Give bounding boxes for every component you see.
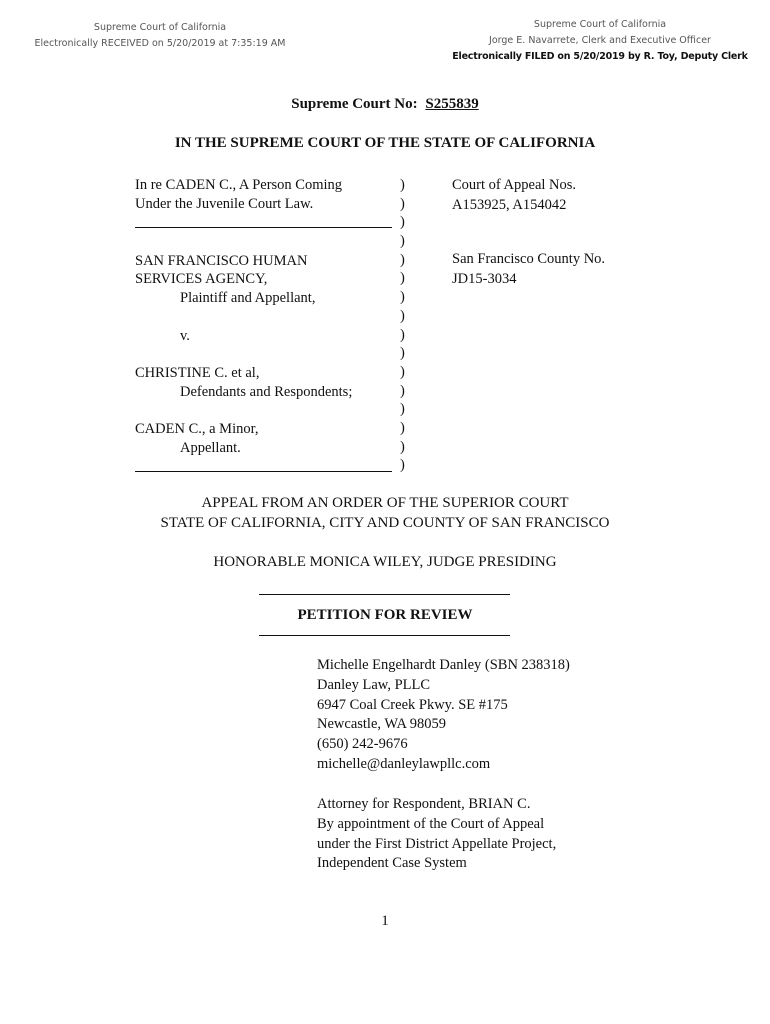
paren: ) [400, 251, 405, 268]
appeal-from-line-2: STATE OF CALIFORNIA, CITY AND COUNTY OF SAN FRANCISCO [160, 515, 610, 531]
attorney-phone: (650) 242-9676 [317, 736, 408, 753]
paren: ) [400, 401, 405, 418]
caption-divider-bottom [135, 457, 392, 472]
party1-line-2: SERVICES AGENCY, [135, 271, 268, 288]
case-number [0, 95, 770, 114]
case-number-label: Supreme Court No: [291, 96, 418, 112]
caption-parties [135, 176, 405, 477]
court-title: IN THE SUPREME COURT OF THE STATE OF CALIFORNIA [174, 135, 596, 151]
filed-stamp-court: Supreme Court of California [533, 19, 667, 30]
paren: ) [400, 233, 405, 250]
paren: ) [400, 457, 405, 474]
filed-stamp-date: Electronically FILED on 5/20/2019 by R. Toy, Deputy Clerk [452, 51, 748, 62]
received-stamp-court: Supreme Court of California [93, 22, 227, 33]
paren: ) [400, 289, 405, 306]
document-title: PETITION FOR REVIEW [297, 607, 473, 623]
page-number: 1 [381, 913, 389, 929]
appeal-numbers-label: Court of Appeal Nos. [452, 177, 577, 193]
caption-spacer-2 [135, 308, 405, 327]
appointment-line-1: By appointment of the Court of Appeal [317, 815, 545, 832]
paren: ) [400, 214, 405, 231]
case-number-value: S255839 [425, 96, 479, 112]
attorney-city: Newcastle, WA 98059 [317, 716, 446, 733]
party2-name: CHRISTINE C. et al, [135, 364, 260, 381]
paren: ) [400, 307, 405, 324]
paren: ) [400, 419, 405, 436]
attorney-firm: Danley Law, PLLC [317, 676, 431, 693]
versus: v. [180, 327, 190, 344]
party1-role: Plaintiff and Appellant, [180, 290, 316, 307]
title-rule-bottom [259, 635, 510, 636]
party3-role: Appellant. [180, 439, 241, 456]
paren: ) [400, 382, 405, 399]
paren: ) [400, 345, 405, 362]
caption-line-2: Under the Juvenile Court Law. [135, 195, 314, 212]
county-number-value: JD15-3034 [452, 270, 517, 287]
attorney-email: michelle@danleylawpllc.com [317, 755, 491, 772]
attorney-role: Attorney for Respondent, BRIAN C. [317, 796, 531, 812]
attorney-street: 6947 Coal Creek Pkwy. SE #175 [317, 696, 508, 713]
county-number-label: San Francisco County No. [452, 251, 606, 267]
party3-name: CADEN C., a Minor, [135, 420, 259, 437]
paren: ) [400, 438, 405, 455]
attorney-name: Michelle Engelhardt Danley (SBN 238318) [317, 657, 570, 673]
received-stamp-date: Electronically RECEIVED on 5/20/2019 at 7:35:19 AM [34, 38, 286, 49]
filed-stamp [440, 17, 760, 65]
caption-divider-top [135, 213, 392, 228]
appeal-numbers-block [452, 176, 576, 215]
party1-line-1: SAN FRANCISCO HUMAN [135, 252, 308, 269]
received-stamp [0, 20, 320, 52]
paren: ) [400, 177, 405, 193]
attorney-contact [317, 656, 570, 775]
caption-spacer-3 [135, 345, 405, 364]
appeal-numbers-value: A153925, A154042 [452, 196, 567, 213]
filed-stamp-clerk: Jorge E. Navarrete, Clerk and Executive Officer [489, 35, 711, 46]
paren: ) [400, 363, 405, 380]
title-rule-top [259, 594, 510, 595]
county-number-block [452, 250, 605, 289]
caption-spacer-1 [135, 233, 405, 252]
attorney-appointment [317, 795, 556, 874]
party2-role: Defendants and Respondents; [180, 383, 353, 400]
caption-parentheses [400, 176, 405, 475]
caption-line-1: In re CADEN C., A Person Coming [135, 177, 343, 193]
paren: ) [400, 270, 405, 287]
paren: ) [400, 326, 405, 343]
caption-spacer-4 [135, 401, 405, 420]
paren: ) [400, 195, 405, 212]
appointment-line-2: under the First District Appellate Project, [317, 835, 557, 852]
appeal-from-line-1: APPEAL FROM AN ORDER OF THE SUPERIOR COURT [201, 495, 569, 511]
appointment-line-3: Independent Case System [317, 855, 467, 872]
presiding-judge: HONORABLE MONICA WILEY, JUDGE PRESIDING [213, 554, 557, 570]
